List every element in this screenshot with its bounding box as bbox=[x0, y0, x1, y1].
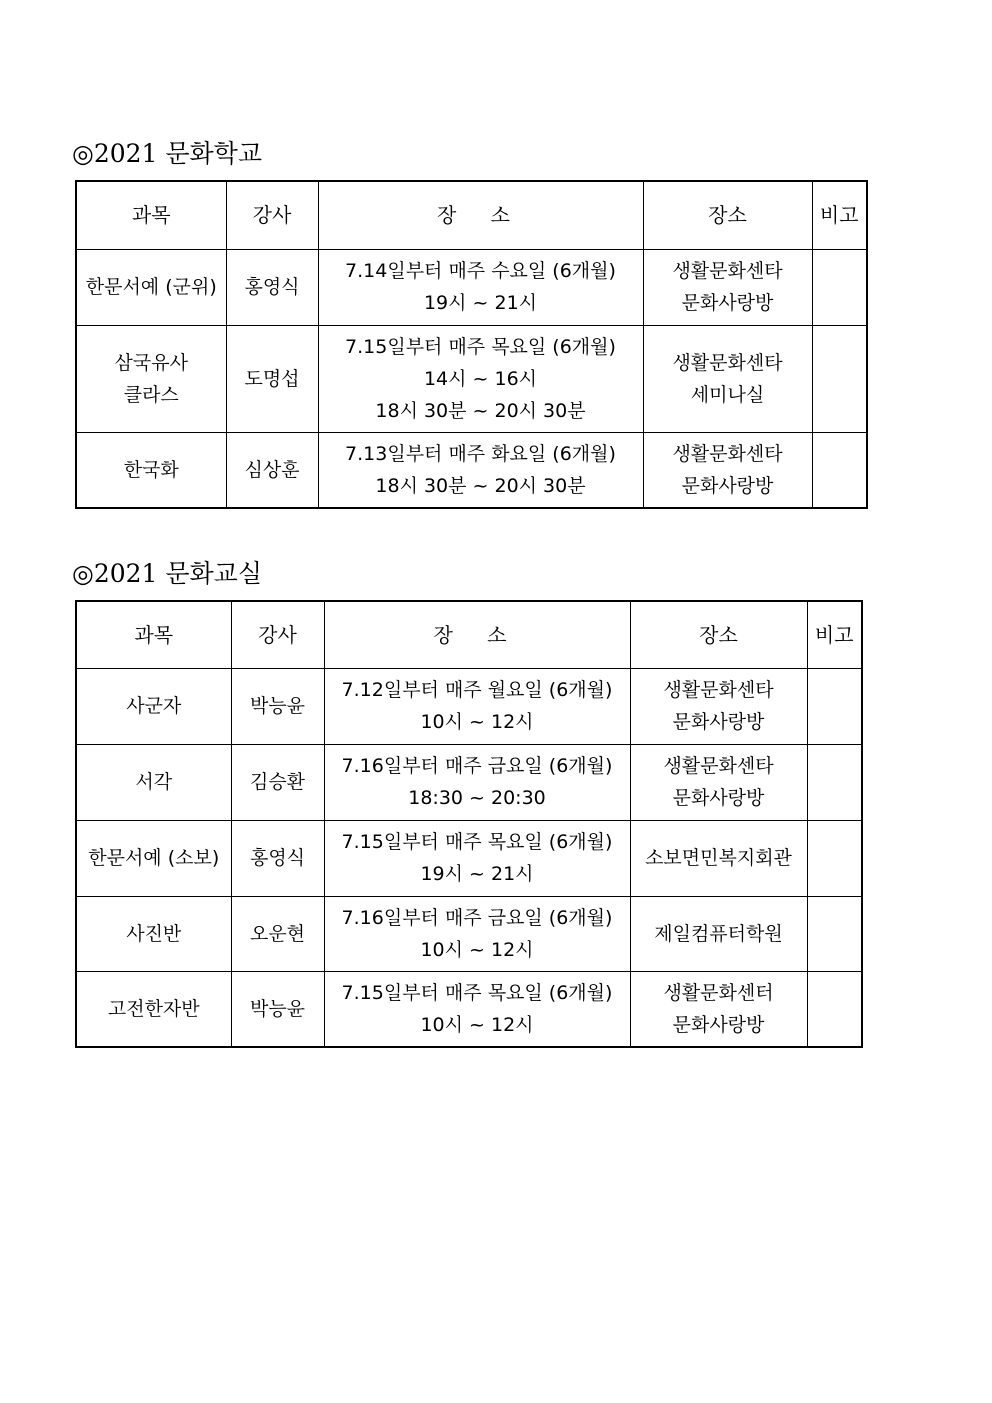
schedule-line: 7.13일부터 매주 화요일 (6개월) bbox=[345, 442, 616, 465]
location-line: 생활문화센타 bbox=[672, 351, 783, 374]
instructor-cell: 김승환 bbox=[231, 744, 324, 820]
header-instructor: 강사 bbox=[226, 181, 318, 249]
location-line: 생활문화센타 bbox=[663, 679, 774, 701]
subject-line: 한국화 bbox=[123, 458, 179, 481]
schedule-line: 18시 30분 ~ 20시 30분 bbox=[375, 474, 586, 497]
subject-line: 한문서예 (소보) bbox=[88, 847, 220, 869]
location-line: 생활문화센타 bbox=[672, 260, 783, 282]
subject-line: 삼국유사 bbox=[114, 351, 188, 374]
location-line: 세미나실 bbox=[690, 383, 765, 406]
instructor-cell: 홍영식 bbox=[231, 820, 324, 896]
location-line: 소보면민복지회관 bbox=[645, 847, 792, 869]
header-schedule: 장 소 bbox=[324, 601, 630, 668]
table-row bbox=[76, 325, 867, 432]
schedule-line: 14시 ~ 16시 bbox=[423, 367, 538, 390]
table-row bbox=[76, 249, 867, 325]
schedule-line: 7.16일부터 매주 금요일 (6개월) bbox=[341, 755, 613, 777]
subject-cell bbox=[76, 820, 231, 896]
table-row bbox=[76, 668, 862, 744]
location-line: 생활문화센터 bbox=[663, 981, 774, 1004]
table-row bbox=[76, 744, 862, 820]
subject-cell bbox=[76, 325, 226, 432]
note-cell bbox=[812, 249, 867, 325]
culture-class-table bbox=[75, 600, 863, 1048]
location-line: 제일컴퓨터학원 bbox=[654, 922, 783, 945]
location-cell bbox=[630, 971, 807, 1047]
schedule-line: 7.16일부터 매주 금요일 (6개월) bbox=[341, 906, 613, 929]
header-subject: 과목 bbox=[76, 181, 226, 249]
location-cell bbox=[630, 896, 807, 971]
header-location: 장소 bbox=[630, 601, 807, 668]
schedule-line: 7.15일부터 매주 목요일 (6개월) bbox=[341, 981, 613, 1004]
subject-line: 사진반 bbox=[126, 922, 182, 945]
schedule-cell bbox=[324, 896, 630, 971]
culture-school-table bbox=[75, 180, 868, 509]
schedule-line: 7.12일부터 매주 월요일 (6개월) bbox=[341, 679, 613, 701]
schedule-line: 18:30 ~ 20:30 bbox=[408, 787, 546, 809]
note-cell bbox=[807, 820, 862, 896]
location-line: 문화사랑방 bbox=[672, 711, 765, 733]
schedule-cell bbox=[324, 668, 630, 744]
subject-cell bbox=[76, 744, 231, 820]
schedule-line: 10시 ~ 12시 bbox=[420, 711, 534, 733]
note-cell bbox=[807, 896, 862, 971]
header-instructor: 강사 bbox=[231, 601, 324, 668]
note-cell bbox=[812, 325, 867, 432]
location-line: 문화사랑방 bbox=[681, 292, 774, 314]
note-cell bbox=[807, 744, 862, 820]
location-line: 문화사랑방 bbox=[681, 474, 774, 497]
header-note: 비고 bbox=[807, 601, 862, 668]
section-title-culture-school: ◎2021 문화학교 bbox=[72, 139, 262, 168]
note-cell bbox=[807, 971, 862, 1047]
section-title-culture-class: ◎2021 문화교실 bbox=[72, 559, 262, 588]
location-cell bbox=[643, 325, 812, 432]
subject-cell bbox=[76, 668, 231, 744]
instructor-cell: 박능윤 bbox=[231, 668, 324, 744]
schedule-line: 19시 ~ 21시 bbox=[420, 863, 534, 885]
header-row bbox=[76, 181, 867, 249]
schedule-cell bbox=[324, 744, 630, 820]
location-line: 문화사랑방 bbox=[672, 787, 765, 809]
location-cell bbox=[643, 432, 812, 508]
note-cell bbox=[812, 432, 867, 508]
schedule-cell bbox=[324, 820, 630, 896]
schedule-cell bbox=[318, 249, 643, 325]
instructor-cell: 오운현 bbox=[231, 896, 324, 971]
location-cell bbox=[630, 668, 807, 744]
header-subject: 과목 bbox=[76, 601, 231, 668]
subject-line: 클라스 bbox=[123, 383, 179, 406]
subject-line: 사군자 bbox=[126, 695, 182, 717]
table-row bbox=[76, 896, 862, 971]
subject-cell bbox=[76, 432, 226, 508]
location-cell bbox=[643, 249, 812, 325]
header-note: 비고 bbox=[812, 181, 867, 249]
header-schedule: 장 소 bbox=[318, 181, 643, 249]
table-row bbox=[76, 432, 867, 508]
instructor-cell: 박능윤 bbox=[231, 971, 324, 1047]
schedule-cell bbox=[318, 325, 643, 432]
location-line: 문화사랑방 bbox=[672, 1013, 765, 1036]
subject-cell bbox=[76, 249, 226, 325]
location-cell bbox=[630, 820, 807, 896]
subject-line: 한문서예 (군위) bbox=[85, 276, 217, 298]
schedule-line: 7.15일부터 매주 목요일 (6개월) bbox=[341, 831, 613, 853]
header-location: 장소 bbox=[643, 181, 812, 249]
schedule-cell bbox=[324, 971, 630, 1047]
subject-line: 서각 bbox=[135, 771, 173, 793]
schedule-line: 18시 30분 ~ 20시 30분 bbox=[375, 399, 586, 422]
schedule-line: 7.14일부터 매주 수요일 (6개월) bbox=[345, 260, 616, 282]
schedule-line: 19시 ~ 21시 bbox=[423, 292, 538, 314]
location-line: 생활문화센타 bbox=[672, 442, 783, 465]
schedule-cell bbox=[318, 432, 643, 508]
table-row bbox=[76, 820, 862, 896]
schedule-line: 7.15일부터 매주 목요일 (6개월) bbox=[345, 335, 616, 358]
schedule-line: 10시 ~ 12시 bbox=[420, 938, 534, 961]
instructor-cell: 홍영식 bbox=[226, 249, 318, 325]
note-cell bbox=[807, 668, 862, 744]
subject-cell bbox=[76, 971, 231, 1047]
schedule-line: 10시 ~ 12시 bbox=[420, 1013, 534, 1036]
location-cell bbox=[630, 744, 807, 820]
instructor-cell: 심상훈 bbox=[226, 432, 318, 508]
table-row bbox=[76, 971, 862, 1047]
header-row bbox=[76, 601, 862, 668]
instructor-cell: 도명섭 bbox=[226, 325, 318, 432]
subject-line: 고전한자반 bbox=[107, 997, 200, 1020]
subject-cell bbox=[76, 896, 231, 971]
location-line: 생활문화센타 bbox=[663, 755, 774, 777]
